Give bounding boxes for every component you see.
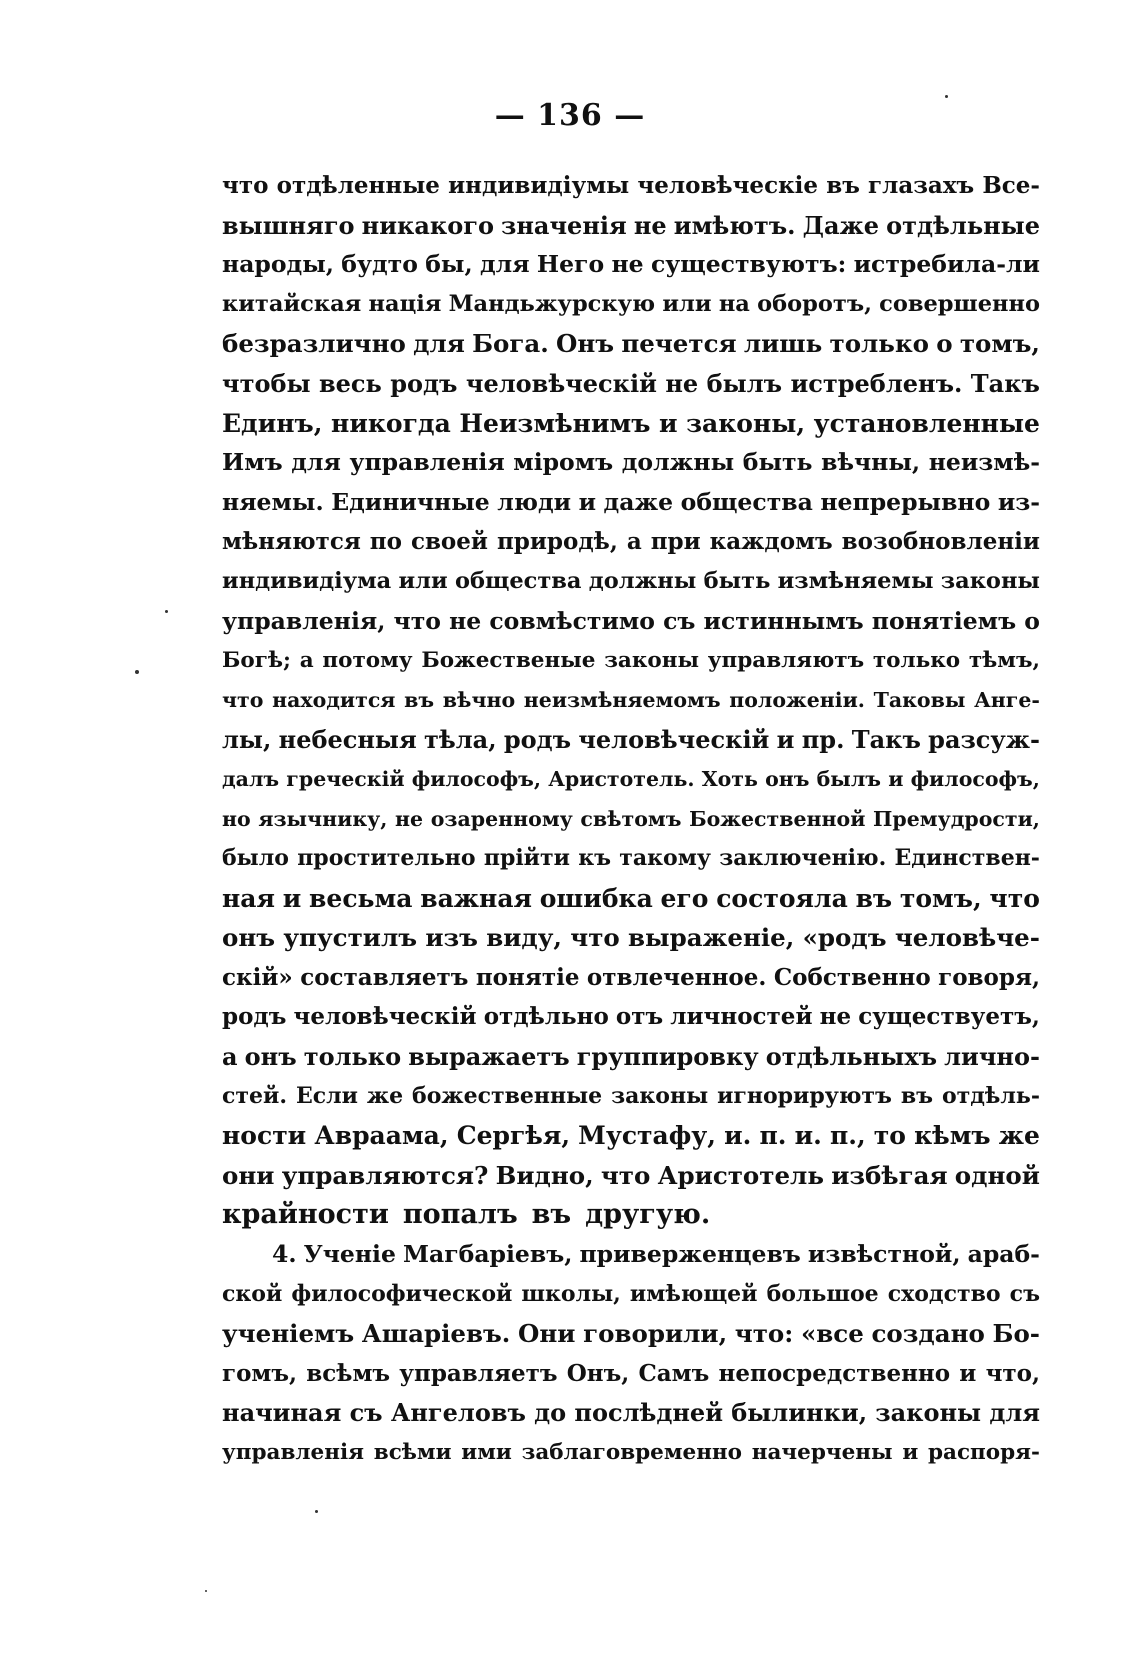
text-line: мѣняются по своей природѣ, а при каждомъ возобновленіи: [222, 528, 1040, 556]
text-line: ученіемъ Ашаріевъ. Они говорили, что: «все создано Бо-: [222, 1319, 1040, 1349]
text-line: что находится въ вѣчно неизмѣняемомъ положеніи. Таковы Анге-: [222, 687, 1040, 712]
text-line: индивидіума или общества должны быть измѣняемы законы: [222, 567, 1040, 594]
text-line: няемы. Единичные люди и даже общества непрерывно из-: [222, 487, 1040, 516]
scan-speck: [945, 95, 948, 98]
page-number: — 136 —: [494, 98, 646, 133]
text-line: Единъ, никогда Неизмѣнимъ и законы, установленные: [222, 408, 1040, 438]
text-line: но язычнику, не озаренному свѣтомъ Божественной Премудрости,: [222, 806, 1040, 831]
text-line: а онъ только выражаетъ группировку отдѣльныхъ лично-: [222, 1042, 1040, 1072]
text-line: далъ греческій философъ, Аристотель. Хоть онъ былъ и философъ,: [222, 766, 1040, 791]
scan-speck: [165, 610, 168, 613]
paragraph-end-line: крайности попалъ въ другую.: [222, 1199, 711, 1231]
text-line: ской философической школы, имѣющей большое сходство съ: [222, 1280, 1040, 1307]
text-line: было простительно прійти къ такому заключенію. Единствен-: [222, 845, 1040, 872]
text-line: управленія, что не совмѣстимо съ истиннымъ понятіемъ о: [222, 606, 1040, 635]
text-line: народы, будто бы, для Него не существуютъ: истребила-ли: [222, 250, 1040, 279]
text-line: родъ человѣческій отдѣльно отъ личностей не существуетъ,: [222, 1003, 1040, 1031]
text-line: ности Авраама, Сергѣя, Мустафу, и. п. и. п., то кѣмъ же: [222, 1121, 1040, 1151]
text-line: гомъ, всѣмъ управляетъ Онъ, Самъ непосредственно и что,: [222, 1359, 1040, 1387]
text-line: начиная съ Ангеловъ до послѣдней былинки, законы для: [222, 1398, 1040, 1428]
body-text: [222, 166, 1040, 1473]
scan-speck: [205, 1590, 207, 1592]
paragraph-start-line: 4. Ученіе Магбаріевъ, приверженцевъ извѣстной, араб-: [272, 1240, 1040, 1269]
text-line: вышняго никакого значенія не имѣютъ. Даже отдѣльные: [222, 210, 1040, 240]
scan-speck: [315, 1510, 318, 1513]
text-line: онъ упустилъ изъ виду, что выраженіе, «родъ человѣче-: [222, 923, 1040, 953]
text-line: стей. Если же божественные законы игнорируютъ въ отдѣль-: [222, 1082, 1040, 1109]
text-line: безразлично для Бога. Онъ печется лишь только о томъ,: [222, 329, 1040, 359]
text-line: они управляются? Видно, что Аристотель избѣгая одной: [222, 1160, 1040, 1190]
text-line: китайская нація Мандьжурскую или на оборотъ, совершенно: [222, 290, 1040, 317]
text-line: скій» составляетъ понятіе отвлеченное. Собственно говоря,: [222, 963, 1040, 991]
text-line: Богѣ; а потому Божественые законы управляютъ только тѣмъ,: [222, 648, 1040, 674]
text-line: ная и весьма важная ошибка его состояла въ томъ, что: [222, 883, 1040, 913]
text-line: Имъ для управленія міромъ должны быть вѣчны, неизмѣ-: [222, 448, 1040, 477]
text-line: лы, небесныя тѣла, родъ человѣческій и пр. Такъ разсуж-: [222, 725, 1040, 755]
text-line: чтобы весь родъ человѣческій не былъ истребленъ. Такъ: [222, 368, 1040, 398]
text-line: управленія всѣми ими заблаговременно начерчены и распоря-: [222, 1440, 1040, 1465]
text-line: что отдѣленные индивидіумы человѣческіе въ глазахъ Все-: [222, 172, 1040, 199]
scan-speck: [135, 670, 139, 674]
